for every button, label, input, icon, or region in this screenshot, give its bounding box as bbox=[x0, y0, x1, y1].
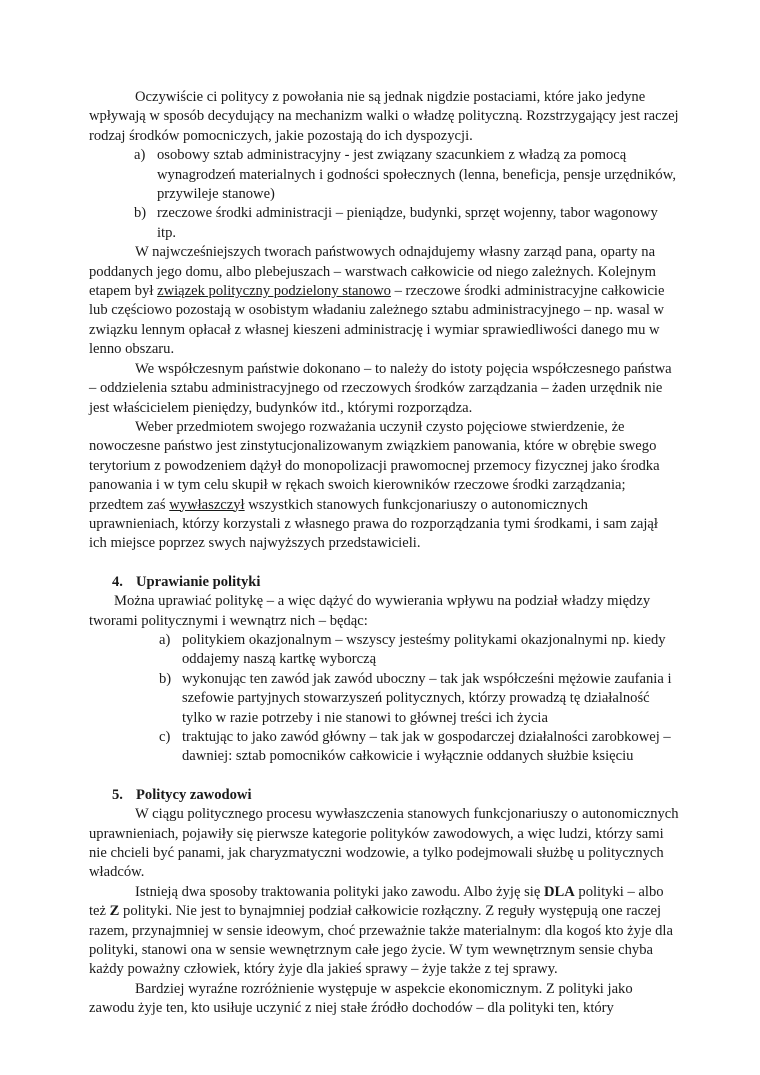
section-number: 5. bbox=[112, 786, 123, 803]
paragraph-7 bbox=[89, 883, 679, 980]
paragraph-6: W ciągu politycznego procesu wywłaszczenia stanowych funkcjonariuszy o autonomicznych uprawnieniach, pojawiły się pierwsze kategorie polityków zawodowych, a więc ludzi, którzy sami nie chcieli być panami, jak charyzmatyczni wodzowie, a tylko podejmowali służbę u politycznych władców. bbox=[89, 806, 679, 881]
text-run: Weber przedmiotem swojego rozważania uczynił czysto pojęciowe stwierdzenie, że nowoczesne państwo jest zinstytucjonalizowanym związkiem panowania, które w obrębie swego terytorium z powodzeniem dążył do monopolizacji prawomocnej przemocy fizycznej jako środka panowania i w tym celu skupił w rękach swoich kierowników rzeczowe środki zarządzania; przedtem zaś bbox=[89, 418, 660, 513]
bold-term: Z bbox=[109, 903, 120, 920]
list-item bbox=[89, 670, 679, 728]
list-marker: b) bbox=[159, 670, 172, 687]
list-marker: a) bbox=[159, 631, 171, 648]
list-resources bbox=[89, 146, 679, 243]
text-run: wszystkich stanowych funkcjonariuszy o autonomicznych uprawnieniach, którzy korzystali z własnego prawa do rozporządzania tymi środkami, i sam zajął ich miejsce poprzez swych najwyższych przedstawicieli. bbox=[89, 496, 658, 552]
list-item bbox=[89, 204, 679, 243]
list-item bbox=[89, 631, 679, 670]
text-run: Istnieją dwa sposoby traktowania polityki jako zawodu. Albo żyję się bbox=[135, 883, 544, 900]
paragraph-8: Bardziej wyraźne rozróżnienie występuje w aspekcie ekonomicznym. Z polityki jako zawodu żyje ten, kto usiłuje uczynić z niej stałe źródło dochodów – dla polityki ten, który bbox=[89, 980, 633, 1017]
list-item bbox=[89, 728, 679, 767]
paragraph-5: Można uprawiać politykę – a więc dążyć do wywierania wpływu na podział władzy między tworami politycznymi i wewnątrz nich – będąc: bbox=[89, 593, 651, 629]
list-item bbox=[89, 146, 679, 204]
document-page bbox=[89, 88, 679, 1019]
list-item-text: traktując to jako zawód główny – tak jak w gospodarczej działalności zarobkowej – dawniej: sztab pomocników całkowicie i wyłącznie oddanych służbie księciu bbox=[182, 729, 671, 765]
underlined-term: wywłaszczył bbox=[169, 496, 245, 513]
list-item-text: osobowy sztab administracyjny - jest związany szacunkiem z władzą za pomocą wynagrodzeń materialnych i godności społecznych (lenna, beneficja, pensje urzędników, przywileje stanowe) bbox=[157, 147, 676, 203]
underlined-term: związek polityczny podzielony stanowo bbox=[157, 283, 391, 300]
paragraph-2 bbox=[89, 243, 679, 359]
list-item-text: politykiem okazjonalnym – wszyscy jesteśmy politykami okazjonalnymi np. kiedy oddajemy naszą kartkę wyborczą bbox=[182, 631, 666, 668]
paragraph-1: Oczywiście ci politycy z powołania nie są jednak nigdzie postaciami, które jako jedyne wpływają w sposób decydujący na mechanizm walki o władzę polityczną. Rozstrzygający jest raczej rodzaj środków pomocniczych, jakie pozostają do ich dyspozycji. bbox=[89, 89, 679, 144]
list-marker: c) bbox=[159, 729, 171, 745]
text-run: W najwcześniejszych tworach państwowych odnajdujemy własny zarząd pana, oparty na poddanych jego domu, albo plebejuszach – warstwach całkowicie od niego zależnych. Kolejnym etapem był bbox=[89, 244, 656, 300]
list-item-text: wykonując ten zawód jak zawód uboczny – tak jak współcześni mężowie zaufania i szefowie partyjnych stowarzyszeń politycznych, którzy prowadzą tę działalność tylko w razie potrzeby i nie stanowi to głównej treści ich życia bbox=[182, 670, 672, 726]
list-politics-modes bbox=[89, 631, 679, 767]
bold-term: DLA bbox=[543, 883, 575, 900]
text-run: – rzeczowe środki administracyjne całkowicie lub częściowo pozostają w osobistym władaniu zależnego sztabu administracyjnego – np. wasal w związku lennym opłacał z własnej kieszeni administrację i wymiar sprawiedliwości danego mu w lenno obszaru. bbox=[89, 283, 665, 358]
paragraph-4 bbox=[89, 418, 679, 554]
section-heading-4 bbox=[89, 573, 679, 592]
text-run: polityki – albo też bbox=[89, 883, 664, 920]
list-marker: a) bbox=[134, 147, 146, 164]
text-run: polityki. Nie jest to bynajmniej podział całkowicie rozłączny. Z reguły występują one raczej razem, przynajmniej w sensie ideowym, choć przeważnie także materialnym: dla kogoś kto żyje dla polityki, stanowi ona w sensie wewnętrznym całe jego życie. W tym wewnętrznym sensie chyba każdy poważny człowiek, który żyje dla jakieś sprawy – żyje także z tej sprawy. bbox=[89, 903, 673, 978]
section-title: Uprawianie polityki bbox=[136, 573, 261, 590]
list-item-text: rzeczowe środki administracji – pieniądze, budynki, sprzęt wojenny, tabor wagonowy itp. bbox=[157, 205, 658, 241]
section-title: Politycy zawodowi bbox=[136, 786, 252, 803]
paragraph-3: We współczesnym państwie dokonano – to należy do istoty pojęcia współczesnego państwa – oddzielenia sztabu administracyjnego od rzeczowych środków zarządzania – żaden urzędnik nie jest właścicielem pieniędzy, budynków itd., którymi rozporządza. bbox=[89, 360, 672, 416]
section-number: 4. bbox=[112, 573, 123, 590]
list-marker: b) bbox=[134, 205, 147, 222]
section-heading-5 bbox=[89, 786, 679, 805]
